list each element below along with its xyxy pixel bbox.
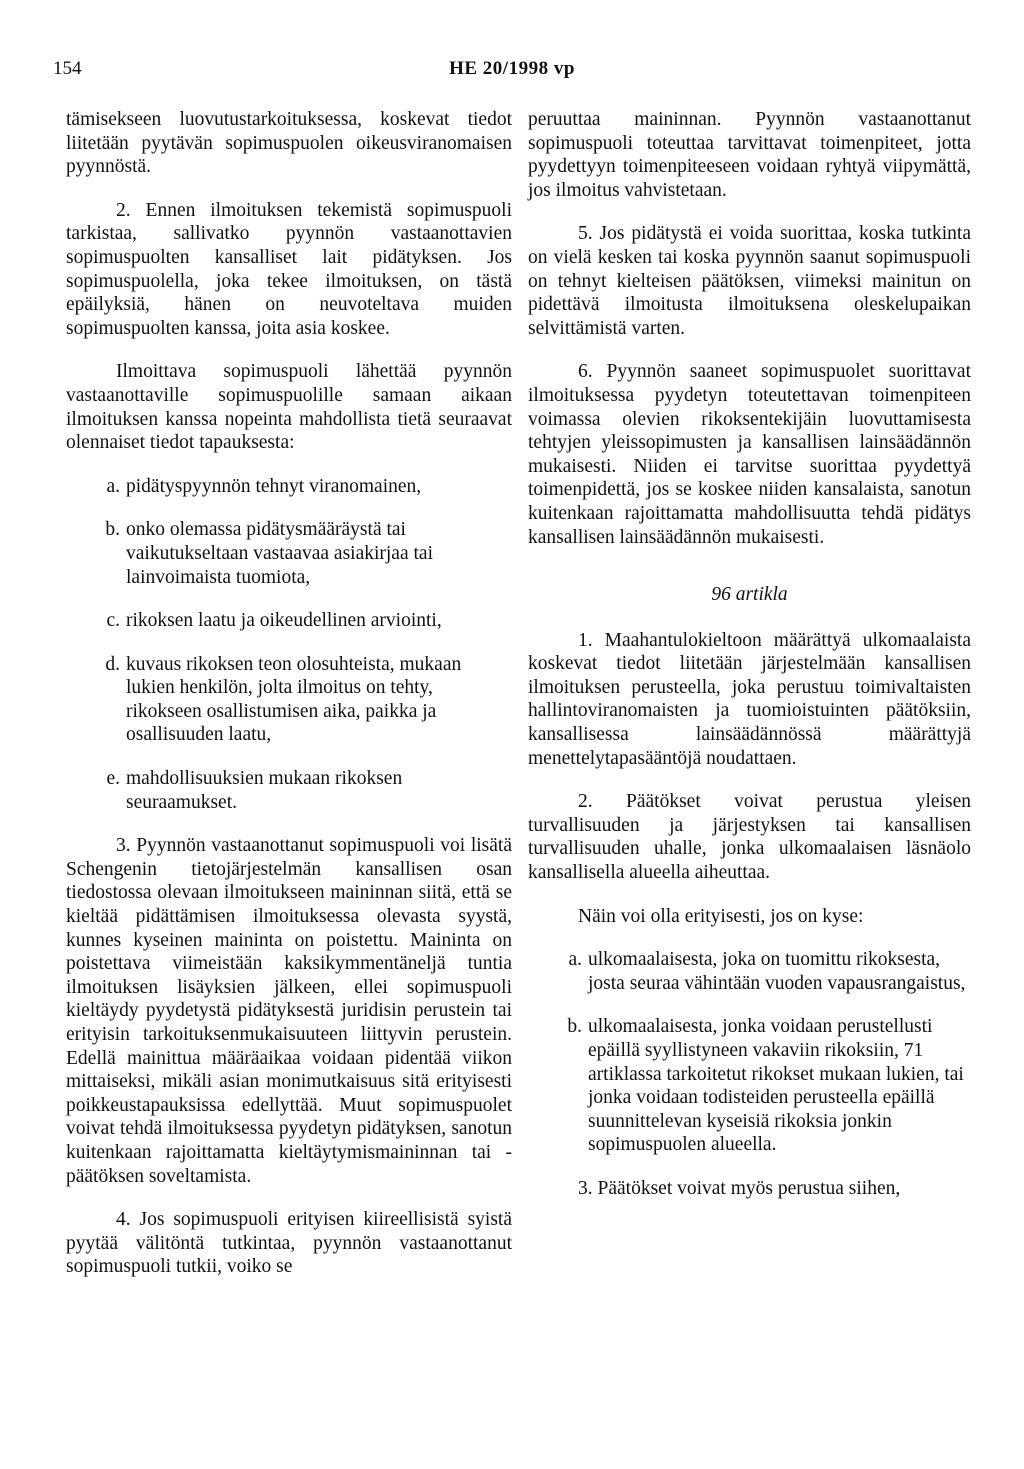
list-item-a	[66, 475, 512, 499]
page-number: 154	[53, 58, 82, 79]
paragraph-continued: peruuttaa maininnan. Pyynnön vastaanottanut sopimuspuoli toteuttaa tarvittavat toimenpiteet, jotta pyydettyyn toimenpiteeseen voidaan ryhtyä viipymättä, jos ilmoitus vahvistetaan.	[528, 109, 971, 201]
list-text: mahdollisuuksien mukaan rikoksen seuraamukset.	[126, 768, 403, 813]
paragraph-5: 5. Jos pidätystä ei voida suorittaa, koska tutkinta on vielä kesken tai koska pyynnön saanut sopimuspuoli on tehnyt kielteisen päätöksen, viimeksi mainitun on pidettävä ilmoitusta ilmoituksena oleskelupaikan selvittämistä varten.	[528, 223, 971, 339]
paragraph-4: 4. Jos sopimuspuoli erityisen kiireellisistä syistä pyytää välitöntä tutkintaa, pyynnön vastaanottanut sopimuspuoli tutkii, voiko se	[66, 1209, 512, 1278]
list-item-c	[66, 609, 512, 633]
list-item-e	[66, 767, 512, 814]
list-text: pidätyspyynnön tehnyt viranomainen,	[126, 475, 422, 497]
article-paragraph-1: 1. Maahantulokieltoon määrättyä ulkomaalaista koskevat tiedot liitetään järjestelmään kansallisen ilmoituksen perusteella, joka perustuu toimivaltaisten hallintoviranomaisten ja tuomioistuinten päätöksiin, kansallisessa lainsäädännössä määrättyjä menettelytapasääntöjä noudattaen.	[528, 629, 971, 769]
paragraph-intro: tämisekseen luovutustarkoituksessa, koskevat tiedot liitetään pyytävän sopimuspuolen oikeusviranomaisen pyynnöstä.	[66, 109, 512, 178]
list-marker: d.	[105, 653, 120, 675]
article-heading: 96 artikla	[711, 584, 788, 606]
paragraph-send: Ilmoittava sopimuspuoli lähettää pyynnön vastaanottaville sopimuspuolille samaan aikaan ilmoituksen kanssa nopeinta mahdollista tietä seuraavat olennaiset tiedot tapauksesta:	[66, 361, 512, 454]
list-item-b	[528, 1015, 971, 1157]
paragraph-case: Näin voi olla erityisesti, jos on kyse:	[578, 905, 864, 927]
right-column	[528, 108, 971, 1221]
list-marker: a.	[106, 475, 120, 497]
list-marker: b.	[105, 519, 120, 541]
list-marker: b.	[567, 1016, 582, 1038]
article-paragraph-3: 3. Päätökset voivat myös perustua siihen,	[578, 1177, 901, 1199]
document-id: HE 20/1998 vp	[449, 58, 575, 79]
list-text: rikoksen laatu ja oikeudellinen arviointi,	[126, 610, 442, 632]
list-text: onko olemassa pidätysmääräystä tai vaikutukseltaan vastaavaa asiakirjaa tai lainvoimaista tuomiota,	[126, 519, 433, 588]
list-item-b	[66, 518, 512, 589]
list-marker: e.	[106, 768, 120, 790]
list-marker: c.	[106, 610, 120, 632]
list-marker: a.	[568, 949, 582, 971]
left-column	[66, 108, 512, 1299]
article-paragraph-2: 2. Päätökset voivat perustua yleisen turvallisuuden ja järjestyksen tai kansallisen turvallisuuden uhalle, jonka ulkomaalaisen läsnäolo kansallisella alueella aiheuttaa.	[528, 791, 971, 884]
paragraph-6: 6. Pyynnön saaneet sopimuspuolet suorittavat ilmoituksessa pyydetyn toteutettavan toimenpiteen voimassa olevien rikoksentekijäin luovuttamisesta tehtyjen yleissopimusten ja kansallisen lainsäädännön mukaisesti. Niiden ei tarvitse suorittaa pyydettyä toimenpidettä, jos se koskee niiden kansalaista, sanotun kuitenkaan rajoittamatta mahdollisuutta tehdä pidätys kansallisen lainsäädännön mukaisesti.	[528, 361, 971, 548]
list-item-d	[66, 653, 512, 747]
list-text: ulkomaalaisesta, joka on tuomittu rikoksesta, josta seuraa vähintään vuoden vapausrangaistus,	[588, 949, 966, 994]
paragraph-2: 2. Ennen ilmoituksen tekemistä sopimuspuoli tarkistaa, sallivatko pyynnön vastaanottavien sopimuspuolten kansalliset lait pidätyksen. Jos sopimuspuolella, joka tekee ilmoituksen, on tästä epäilyksiä, hänen on neuvoteltava muiden sopimuspuolten kanssa, joita asia koskee.	[66, 199, 512, 339]
paragraph-3: 3. Pyynnön vastaanottanut sopimuspuoli voi lisätä Schengenin tietojärjestelmän kansallisen osan tiedostossa olevaan ilmoitukseen maininnan siitä, että se kieltää pidättämisen ilmoituksessa olevasta syystä, kunnes kyseinen maininta on poistettu. Maininta on poistettava viimeistään kaksikymmentäneljä tuntia ilmoituksen lisäyksien jälkeen, ellei sopimuspuoli kieltäydy pyydetystä pidätyksestä juridisin perustein tai erityisin tarkoituksenmukaisuuteen liittyvin perustein. Edellä mainittua määräaikaa voidaan pidentää viikon mittaiseksi, mikäli asian monimutkaisuus sitä erityisesti poikkeustapauksissa edellyttää. Muut sopimuspuolet voivat tehdä ilmoituksessa pyydetyn pidätyksen, sanotun kuitenkaan rajoittamatta kieltäytymismaininnan tai -päätöksen soveltamista.	[66, 835, 512, 1187]
list-item-a	[528, 948, 971, 995]
list-text: kuvaus rikoksen teon olosuhteista, mukaan lukien henkilön, jolta ilmoitus on tehty, rikokseen osallistumisen aika, paikka ja osallisuuden laatu,	[126, 653, 462, 746]
page-header	[0, 58, 1024, 88]
list-text: ulkomaalaisesta, jonka voidaan perustellusti epäillä syyllistyneen vakaviin rikoksiin, 71 artiklassa tarkoitetut rikokset mukaan lukien, tai jonka voidaan todisteiden perusteella epäillä suunnittelevan kyseisiä rikoksia jonkin sopimuspuolen alueella.	[588, 1016, 964, 1156]
